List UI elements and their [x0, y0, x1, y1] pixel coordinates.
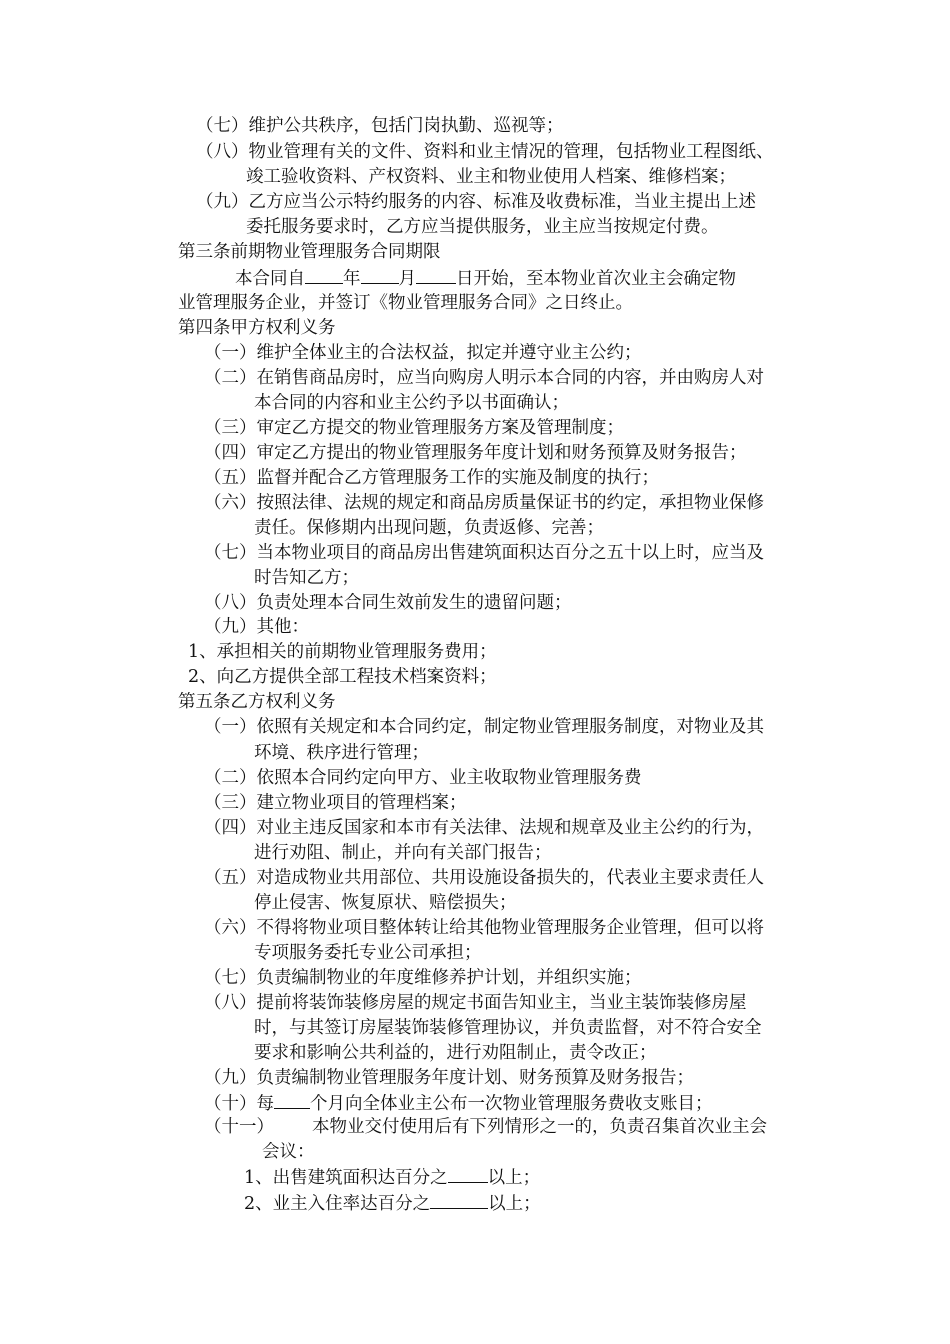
text-line-with-blank	[204, 1090, 713, 1117]
text-line: 委托服务要求时，乙方应当提供服务，业主应当按规定付费。	[246, 217, 719, 237]
text-line-with-blank	[244, 1190, 541, 1217]
text-segment: 以上；	[488, 1194, 541, 1214]
text-line: 竣工验收资料、产权资料、业主和物业使用人档案、维修档案；	[246, 167, 736, 187]
text-line: （四）审定乙方提出的物业管理服务年度计划和财务预算及财务报告；	[204, 443, 747, 463]
text-line: （八）负责处理本合同生效前发生的遗留问题；	[204, 593, 572, 613]
text-segment: 个月向全体业主公布一次物业管理服务费收支账目；	[310, 1094, 713, 1114]
text-line: 本合同的内容和业主公约予以书面确认；	[254, 393, 569, 413]
text-segment: 年	[343, 269, 361, 289]
text-line: （一）维护全体业主的合法权益，拟定并遵守业主公约；	[204, 343, 642, 363]
blank-day	[416, 265, 456, 284]
text-line	[204, 1114, 767, 1140]
blank-months	[274, 1090, 310, 1109]
text-line: （九）其他：	[204, 617, 309, 637]
section-heading: 第三条前期物业管理服务合同期限	[178, 242, 441, 262]
text-line: 要求和影响公共利益的，进行劝阻制止，责令改正；	[254, 1043, 657, 1063]
blank-occupancy-rate	[430, 1190, 488, 1209]
text-line-with-blanks	[235, 265, 736, 292]
text-line: （六）不得将物业项目整体转让给其他物业管理服务企业管理，但可以将	[204, 918, 764, 938]
text-line: 责任。保修期内出现问题，负责返修、完善；	[254, 518, 604, 538]
text-segment: 1、出售建筑面积达百分之	[244, 1168, 448, 1188]
text-line: （七）负责编制物业的年度维修养护计划，并组织实施；	[204, 968, 642, 988]
text-line: （九）负责编制物业管理服务年度计划、财务预算及财务报告；	[204, 1068, 694, 1088]
text-segment: 本合同自	[235, 269, 305, 289]
section-heading: 第四条甲方权利义务	[178, 318, 336, 338]
text-line: （一）依照有关规定和本合同约定，制定物业管理服务制度，对物业及其	[204, 717, 764, 737]
text-segment: 2、业主入住率达百分之	[244, 1194, 431, 1214]
text-line: （三）建立物业项目的管理档案；	[204, 793, 467, 813]
text-segment: 本物业交付使用后有下列情形之一的，负责召集首次业主会	[312, 1117, 767, 1137]
text-segment: 以上；	[487, 1168, 541, 1188]
text-line: （七）当本物业项目的商品房出售建筑面积达百分之五十以上时，应当及	[204, 543, 764, 563]
text-line: 专项服务委托专业公司承担；	[254, 943, 482, 963]
text-line: 时告知乙方；	[254, 568, 359, 588]
text-line: （六）按照法律、法规的规定和商品房质量保证书的约定，承担物业保修	[204, 493, 764, 513]
blank-year	[305, 265, 343, 284]
blank-percent-sold	[448, 1164, 488, 1183]
section-heading: 第五条乙方权利义务	[178, 692, 336, 712]
text-line: （五）对造成物业共用部位、共用设施设备损失的，代表业主要求责任人	[204, 868, 764, 888]
text-line: （二）依照本合同约定向甲方、业主收取物业管理服务费	[204, 768, 642, 788]
text-line: 停止侵害、恢复原状、赔偿损失；	[254, 893, 517, 913]
text-segment: 月	[398, 269, 416, 289]
text-segment: （十一）	[204, 1117, 274, 1137]
text-line-with-blank	[244, 1164, 540, 1191]
text-line: 时，与其签订房屋装饰装修管理协议，并负责监督，对不符合安全	[254, 1018, 762, 1038]
text-line: 业管理服务企业，并签订《物业管理服务合同》之日终止。	[178, 293, 633, 313]
text-line: （三）审定乙方提交的物业管理服务方案及管理制度；	[204, 418, 624, 438]
text-line: （五）监督并配合乙方管理服务工作的实施及制度的执行；	[204, 468, 659, 488]
text-line: （九）乙方应当公示特约服务的内容、标准及收费标准，当业主提出上述	[196, 192, 756, 212]
text-line: （八）提前将装饰装修房屋的规定书面告知业主，当业主装饰装修房屋	[204, 993, 747, 1013]
blank-month	[361, 265, 399, 284]
text-line: 2、向乙方提供全部工程技术档案资料；	[188, 667, 497, 687]
text-segment: 日开始，至本物业首次业主会确定物	[456, 269, 736, 289]
text-segment: （十）每	[204, 1094, 274, 1114]
text-line: （二）在销售商品房时，应当向购房人明示本合同的内容，并由购房人对	[204, 368, 764, 388]
text-line: （七）维护公共秩序，包括门岗执勤、巡视等；	[196, 116, 564, 136]
text-line: 1、承担相关的前期物业管理服务费用；	[188, 642, 497, 662]
text-line: 进行劝阻、制止，并向有关部门报告；	[254, 843, 552, 863]
text-line: 环境、秩序进行管理；	[254, 743, 429, 763]
text-line: 会议：	[262, 1142, 315, 1162]
text-line: （八）物业管理有关的文件、资料和业主情况的管理，包括物业工程图纸、	[196, 142, 774, 162]
text-line: （四）对业主违反国家和本市有关法律、法规和规章及业主公约的行为，	[204, 818, 764, 838]
